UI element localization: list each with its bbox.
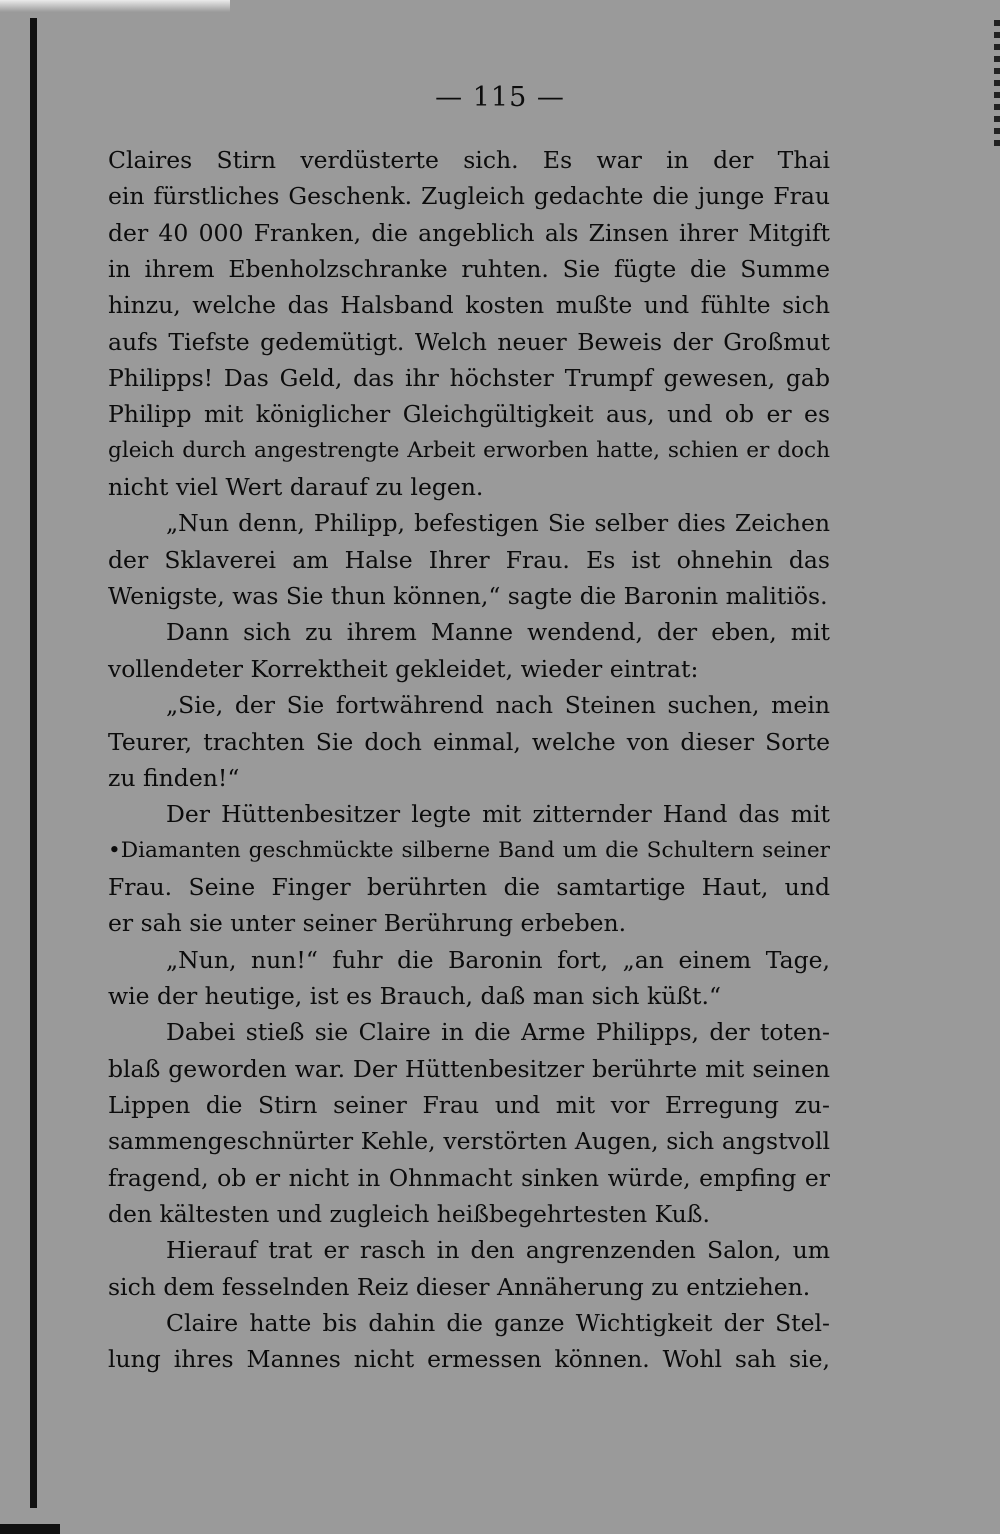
page-binding-edge xyxy=(30,18,37,1508)
text-line: den kältesten und zugleich heißbegehrtesten Kuß. xyxy=(108,1199,710,1228)
text-line: Claire hatte bis dahin die ganze Wichtigkeit der Stel- xyxy=(166,1309,830,1337)
text-line: der Sklaverei am Halse Ihrer Frau. Es ist ohnehin das xyxy=(108,545,830,574)
text-line: wie der heutige, ist es Brauch, daß man sich küßt.“ xyxy=(108,981,721,1010)
text-line: Wenigste, was Sie thun können,“ sagte die Baronin malitiös. xyxy=(108,582,828,611)
text-line: Dabei stieß sie Claire in die Arme Philipps, der toten- xyxy=(166,1018,830,1047)
text-line: „Sie, der Sie fortwährend nach Steinen suchen, mein xyxy=(166,691,830,720)
text-line: aufs Tiefste gedemütigt. Welch neuer Beweis der Großmut xyxy=(108,327,830,356)
text-line: Lippen die Stirn seiner Frau und mit vor Erregung zu- xyxy=(108,1090,830,1119)
scan-bottom-edge xyxy=(0,1524,60,1534)
text-line: sich dem fesselnden Reiz dieser Annäherung zu entziehen. xyxy=(108,1272,811,1301)
text-line: „Nun, nun!“ fuhr die Baronin fort, „an einem Tage, xyxy=(166,945,830,974)
text-line: Philipp mit königlicher Gleichgültigkeit aus, und ob er es xyxy=(108,400,830,429)
text-line: „Nun denn, Philipp, befestigen Sie selber dies Zeichen xyxy=(166,509,830,538)
text-line: hinzu, welche das Halsband kosten mußte und fühlte sich xyxy=(108,291,830,320)
text-line: in ihrem Ebenholzschranke ruhten. Sie fügte die Summe xyxy=(108,255,830,284)
text-line: Der Hüttenbesitzer legte mit zitternder Hand das mit xyxy=(166,800,830,829)
page-number: — 115 — xyxy=(435,82,565,113)
body-text xyxy=(108,142,830,1378)
text-line: vollendeter Korrektheit gekleidet, wieder eintrat: xyxy=(108,654,699,683)
text-line: •Diamanten geschmückte silberne Band um die Schultern seiner xyxy=(108,837,830,863)
text-line: ein fürstliches Geschenk. Zugleich gedachte die junge Frau xyxy=(108,182,830,211)
text-line: Dann sich zu ihrem Manne wendend, der eben, mit xyxy=(166,618,830,647)
text-line: Frau. Seine Finger berührten die samtartige Haut, und xyxy=(108,872,830,901)
text-line: Claires Stirn verdüsterte sich. Es war in der Thai xyxy=(108,146,830,174)
text-line: Hierauf trat er rasch in den angrenzenden Salon, um xyxy=(166,1236,830,1265)
text-line: der 40 000 Franken, die angeblich als Zinsen ihrer Mitgift xyxy=(108,218,830,247)
text-line: blaß geworden war. Der Hüttenbesitzer berührte mit seinen xyxy=(108,1054,830,1083)
text-line: Teurer, trachten Sie doch einmal, welche von dieser Sorte xyxy=(108,727,830,756)
scan-top-edge xyxy=(0,0,230,12)
text-line: Philipps! Das Geld, das ihr höchster Trumpf gewesen, gab xyxy=(108,364,830,393)
text-line: fragend, ob er nicht in Ohnmacht sinken würde, empfing er xyxy=(108,1163,830,1192)
text-line: nicht viel Wert darauf zu legen. xyxy=(108,473,484,502)
text-line: sammengeschnürter Kehle, verstörten Augen, sich angstvoll xyxy=(108,1127,830,1156)
text-line: er sah sie unter seiner Berührung erbeben. xyxy=(108,909,627,938)
text-line: zu finden!“ xyxy=(108,763,240,792)
text-line: lung ihres Mannes nicht ermessen können. Wohl sah sie, xyxy=(108,1345,830,1374)
text-line: gleich durch angestrengte Arbeit erworben hatte, schien er doch xyxy=(108,437,830,463)
